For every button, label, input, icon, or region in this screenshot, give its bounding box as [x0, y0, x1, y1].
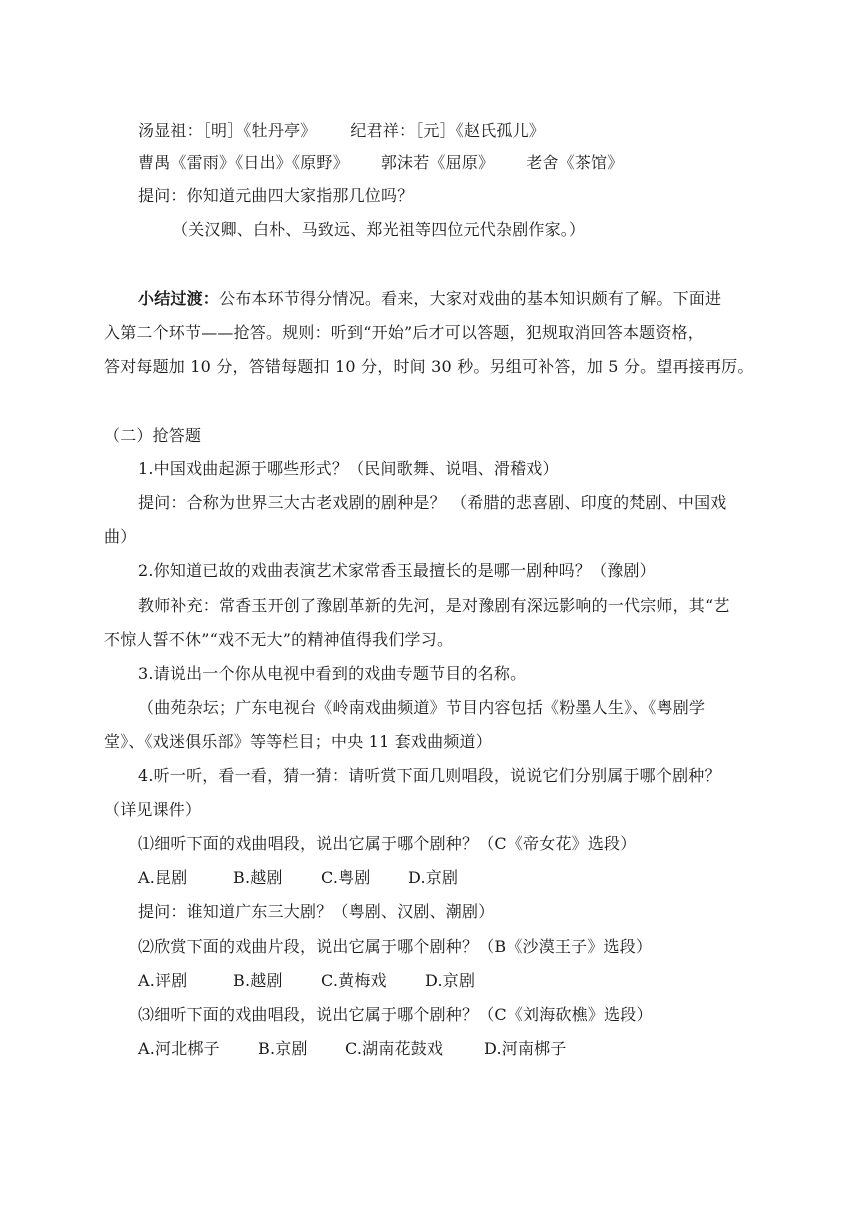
- text-segment: 郭沫若《屈原》: [380, 153, 495, 172]
- option-d: D.河南梆子: [484, 1039, 567, 1058]
- text-line: 提问：你知道元曲四大家指那几位吗？: [138, 186, 414, 205]
- text-line: ⑵欣赏下面的戏曲片段，说出它属于哪个剧种？（B《沙漠王子》选段）: [138, 937, 653, 956]
- option-a: A.昆剧: [138, 868, 188, 887]
- option-a: A.评剧: [138, 971, 188, 990]
- text-segment: 纪君祥：［元］《赵氏孤儿》: [350, 121, 546, 140]
- text-segment: 曹禺《雷雨》《日出》《原野》: [138, 153, 349, 172]
- text-line: 曲）: [104, 527, 137, 546]
- text-line: 堂》、《戏迷俱乐部》等等栏目；中央 11 套戏曲频道）: [104, 732, 492, 751]
- text-segment: 老舍《茶馆》: [526, 153, 624, 172]
- text-line: 4.听一听，看一看，猜一猜：请听赏下面几则唱段，说说它们分别属于哪个剧种？: [138, 766, 721, 785]
- option-a: A.河北梆子: [138, 1039, 220, 1058]
- text-line: ⑴细听下面的戏曲唱段，说出它属于哪个剧种？（C《帝女花》选段）: [138, 834, 637, 853]
- text-line: 入第二个环节——抢答。规则：听到“开始”后才可以答题，犯规取消回答本题资格，: [104, 323, 704, 342]
- text-line: 提问：合称为世界三大古老戏剧的剧种是？ （希腊的悲喜剧、印度的梵剧、中国戏: [138, 493, 727, 512]
- option-b: B.越剧: [233, 971, 283, 990]
- text-segment: 汤显祖：［明］《牡丹亭》: [138, 121, 317, 140]
- text-line: 答对每题加 10 分，答错每题扣 10 分，时间 30 秒。另组可补答，加 5 分。望再接再厉。: [104, 357, 754, 376]
- option-c: C.黄梅戏: [321, 971, 387, 990]
- text-line: 提问：谁知道广东三大剧？（粤剧、汉剧、潮剧）: [138, 902, 495, 921]
- text-line: 1.中国戏曲起源于哪些形式？（民间歌舞、说唱、滑稽戏）: [138, 459, 559, 478]
- text-line: ⑶细听下面的戏曲唱段，说出它属于哪个剧种？（C《刘海砍樵》选段）: [138, 1005, 653, 1024]
- option-b: B.京剧: [258, 1039, 308, 1058]
- option-b: B.越剧: [233, 868, 283, 887]
- option-d: D.京剧: [408, 868, 459, 887]
- text-segment: 公布本环节得分情况。看来，大家对戏曲的基本知识颇有了解。下面进: [219, 289, 722, 308]
- text-line: 3.请说出一个你从电视中看到的戏曲专题节目的名称。: [138, 664, 527, 683]
- text-line: [138, 289, 721, 309]
- option-c: C.粤剧: [321, 868, 371, 887]
- section-title: （二）抢答题: [104, 426, 202, 445]
- text-line: （曲苑杂坛；广东电视台《岭南戏曲频道》节目内容包括《粉墨人生》、《粤剧学: [138, 698, 706, 717]
- text-line: 教师补充：常香玉开创了豫剧革新的先河，是对豫剧有深远影响的一代宗师，其“艺: [138, 596, 730, 615]
- option-d: D.京剧: [425, 971, 476, 990]
- text-line: 不惊人誓不休”“戏不无大”的精神值得我们学习。: [104, 630, 454, 649]
- text-line: （关汉卿、白朴、马致远、郑光祖等四位元代杂剧作家。）: [172, 220, 586, 239]
- section-heading: 小结过渡：: [138, 289, 220, 308]
- text-line: [138, 153, 623, 173]
- text-line: [138, 121, 545, 141]
- text-line: （详见课件）: [104, 800, 202, 819]
- text-line: 2.你知道已故的戏曲表演艺术家常香玉最擅长的是哪一剧种吗？（豫剧）: [138, 561, 656, 580]
- option-c: C.湖南花鼓戏: [345, 1039, 444, 1058]
